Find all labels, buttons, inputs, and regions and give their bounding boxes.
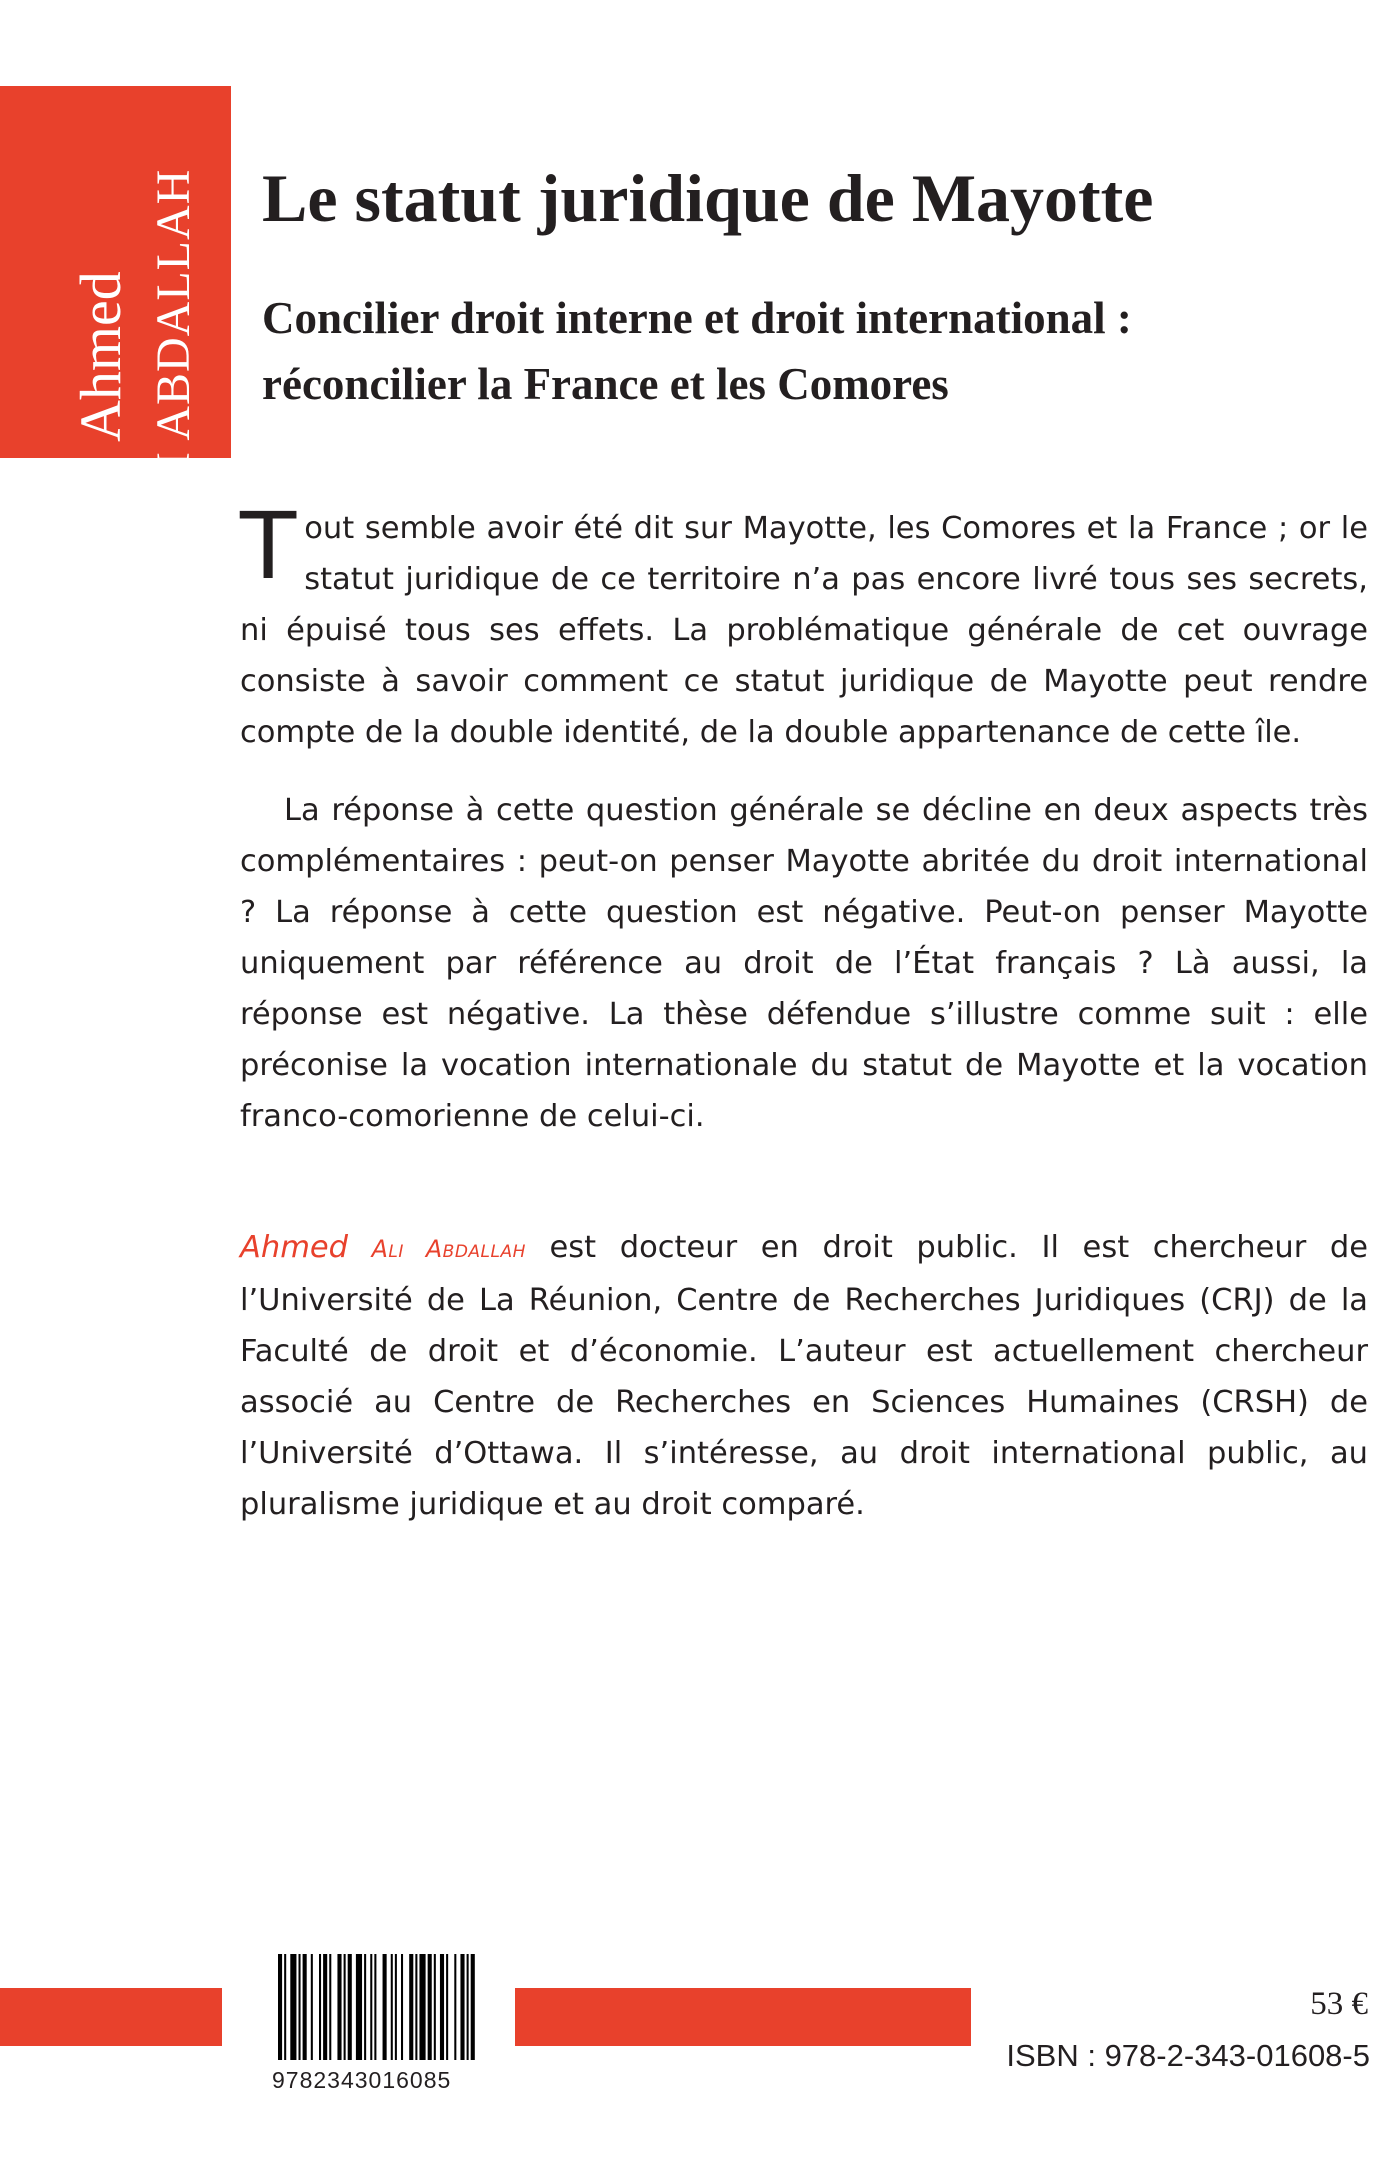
barcode-bar — [391, 1954, 393, 2060]
author-bio-name — [240, 1230, 526, 1265]
summary-paragraph-1 — [240, 493, 1368, 758]
barcode-bar — [303, 1954, 307, 2060]
author-last-name: ALI ABDALLAH — [147, 168, 200, 534]
barcode-bar — [419, 1954, 425, 2060]
barcode — [272, 1950, 490, 2100]
barcode-bar — [370, 1954, 372, 2060]
barcode-bar — [460, 1954, 464, 2060]
author-banner — [0, 86, 231, 534]
barcode-bar — [395, 1954, 397, 2060]
footer-stripe-right — [515, 1988, 971, 2046]
barcode-bar — [319, 1954, 321, 2060]
book-subtitle — [262, 285, 1322, 417]
barcode-bar — [311, 1954, 313, 2060]
barcode-bar — [299, 1954, 301, 2060]
bio-name-last: Ali Abdallah — [371, 1235, 526, 1263]
summary-paragraph-1-text: out semble avoir été dit sur Mayotte, les Comores et la France ; or le statut juridique de ce territoire n’a pas encore livré tous ses secrets, ni épuisé tous ses effets. La problématique générale de cet ouvrage consiste à savoir comment ce statut juridique de Mayotte peut rendre compte de la double identité, de la double appartenance de cette île. — [240, 511, 1368, 750]
barcode-bar — [454, 1954, 456, 2060]
barcode-bar — [446, 1954, 448, 2060]
barcode-bar — [428, 1954, 432, 2060]
barcode-bar — [383, 1954, 387, 2060]
barcode-bar — [323, 1954, 327, 2060]
barcode-bar — [356, 1954, 362, 2060]
barcode-bar — [409, 1954, 413, 2060]
bio-name-first: Ahmed — [240, 1230, 349, 1265]
barcode-bar — [434, 1954, 436, 2060]
barcode-bar — [364, 1954, 366, 2060]
price: 53 € — [1310, 1986, 1368, 2022]
barcode-digits: 9782343016085 — [272, 2067, 452, 2093]
barcode-bars — [276, 1950, 486, 2062]
author-bio-text: est docteur en droit public. Il est chercheur de l’Université de La Réunion, Centre de Recherches Juridiques (CRJ) de la Faculté de droit et d’économie. L’auteur est actuellement chercheur associé au Centre de Recherches en Sciences Humaines (CRSH) de l’Université d’Ottawa. Il s’intéresse, au droit international public, au pluralisme juridique et au droit comparé. — [240, 1230, 1368, 1522]
subtitle-line-1: Concilier droit interne et droit international : — [262, 293, 1132, 343]
drop-cap: T — [240, 493, 297, 600]
barcode-bar — [290, 1954, 296, 2060]
barcode-bar — [467, 1954, 469, 2060]
author-bio — [240, 1222, 1368, 1530]
isbn: ISBN : 978-2-343-01608-5 — [1006, 2038, 1370, 2073]
barcode-bar — [471, 1954, 475, 2060]
book-title: Le statut juridique de Mayotte — [262, 160, 1154, 236]
barcode-bar — [374, 1954, 376, 2060]
barcode-bar — [415, 1954, 417, 2060]
barcode-bar — [401, 1954, 403, 2060]
barcode-bar — [278, 1954, 282, 2060]
subtitle-line-2: réconcilier la France et les Comores — [262, 359, 949, 409]
barcode-bar — [284, 1954, 286, 2060]
summary-paragraph-2: La réponse à cette question générale se décline en deux aspects très complémentaires : peut-on penser Mayotte abritée du droit international ? La réponse à cette question est négative. Peut-on penser Mayotte uniquement par référence au droit de l’État français ? Là aussi, la réponse est négative. La thèse défendue s’illustre comme suit : elle préconise la vocation internationale du statut de Mayotte et la vocation franco-comorienne de celui-ci. — [240, 793, 1368, 1134]
barcode-bar — [440, 1954, 444, 2060]
barcode-bar — [344, 1954, 346, 2060]
barcode-bar — [337, 1954, 341, 2060]
barcode-bar — [329, 1954, 331, 2060]
barcode-bar — [348, 1954, 352, 2060]
author-first-name: Ahmed — [68, 271, 133, 442]
footer-stripe-left — [0, 1988, 222, 2046]
